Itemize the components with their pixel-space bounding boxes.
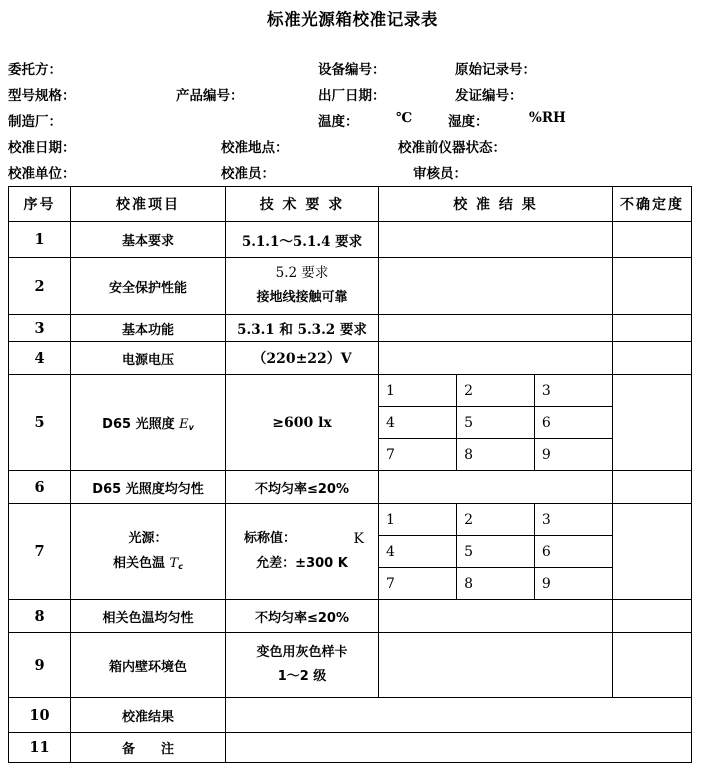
field-calibration-date-label: 校准日期： <box>8 140 76 156</box>
requirement-line-1: 5.2 要求 <box>275 265 329 282</box>
row-merged-empty[interactable] <box>226 698 692 733</box>
row-no: 6 <box>9 471 71 504</box>
result-cell[interactable]: 4 <box>379 536 457 568</box>
field-temperature-label: 温度： <box>318 114 359 130</box>
row-item <box>71 504 226 600</box>
result-grid-3x3 <box>379 504 612 599</box>
row-result-grid <box>379 375 613 471</box>
result-grid-row <box>379 375 612 407</box>
row-result-empty[interactable] <box>379 315 613 342</box>
result-grid-row <box>379 504 612 536</box>
result-cell[interactable]: 2 <box>457 375 535 407</box>
item-line-2 <box>71 552 225 576</box>
item-label-prefix: D65 光照度 <box>102 417 180 432</box>
row-uncertainty-empty[interactable] <box>613 342 692 375</box>
table-row <box>9 375 692 471</box>
page-title: 标准光源箱校准记录表 <box>267 10 438 29</box>
result-cell[interactable]: 1 <box>379 504 457 536</box>
field-equipment-no-label: 设备编号： <box>318 62 386 78</box>
result-cell[interactable]: 4 <box>379 407 457 439</box>
table-row <box>9 504 692 600</box>
row-no: 2 <box>9 258 71 315</box>
table-row <box>9 698 692 733</box>
result-cell[interactable]: 3 <box>534 375 612 407</box>
row-requirement: 不均匀率≤20% <box>226 600 379 633</box>
row-no: 8 <box>9 600 71 633</box>
row-requirement: （220±22）V <box>226 342 379 375</box>
requirement-line-2: 1～2 级 <box>277 669 327 684</box>
row-no: 11 <box>9 733 71 763</box>
requirement-line-1: 变色用灰色样卡 <box>256 644 348 660</box>
row-no: 10 <box>9 698 71 733</box>
unit-celsius: ℃ <box>396 110 413 126</box>
row-no: 9 <box>9 633 71 698</box>
field-calibrator-label: 校准员： <box>221 166 275 182</box>
row-uncertainty-empty[interactable] <box>613 471 692 504</box>
row-result-empty[interactable] <box>379 222 613 258</box>
field-model-spec-label: 型号规格： <box>8 88 76 104</box>
row-result-empty[interactable] <box>379 342 613 375</box>
calibration-table <box>8 186 692 763</box>
result-cell[interactable]: 6 <box>534 407 612 439</box>
row-requirement <box>226 504 379 600</box>
field-product-no-label: 产品编号： <box>176 88 244 104</box>
nominal-unit: K <box>353 530 364 547</box>
field-certificate-no-label: 发证编号： <box>455 88 523 104</box>
nominal-label: 标称值： <box>244 530 297 546</box>
result-cell[interactable]: 3 <box>534 504 612 536</box>
row-no: 3 <box>9 315 71 342</box>
result-cell[interactable]: 5 <box>457 536 535 568</box>
table-row <box>9 600 692 633</box>
row-no: 4 <box>9 342 71 375</box>
result-cell[interactable]: 7 <box>379 568 457 600</box>
info-line-5 <box>8 162 698 188</box>
header-info-block <box>8 58 698 188</box>
table-row <box>9 222 692 258</box>
row-item: 相关色温均匀性 <box>71 600 226 633</box>
info-line-4 <box>8 136 698 162</box>
result-grid-row <box>379 439 612 471</box>
item-subscript: v <box>188 423 194 432</box>
row-result-empty[interactable] <box>379 600 613 633</box>
row-requirement <box>226 258 379 315</box>
result-cell[interactable]: 2 <box>457 504 535 536</box>
row-item: 箱内壁环境色 <box>71 633 226 698</box>
row-uncertainty-empty[interactable] <box>613 315 692 342</box>
field-manufacture-date-label: 出厂日期： <box>318 88 386 104</box>
field-original-record-no-label: 原始记录号： <box>455 62 536 78</box>
table-row <box>9 258 692 315</box>
row-result-empty[interactable] <box>379 471 613 504</box>
field-client-label: 委托方： <box>8 62 62 78</box>
col-header-uncertainty: 不确定度 <box>613 187 692 222</box>
field-calibration-place-label: 校准地点： <box>221 140 289 156</box>
result-cell[interactable]: 6 <box>534 536 612 568</box>
row-item <box>71 375 226 471</box>
row-uncertainty-empty[interactable] <box>613 222 692 258</box>
table-row <box>9 471 692 504</box>
row-no: 7 <box>9 504 71 600</box>
col-header-no: 序号 <box>9 187 71 222</box>
requirement-line-2: 接地线接触可靠 <box>256 290 348 306</box>
table-row <box>9 633 692 698</box>
result-cell[interactable]: 5 <box>457 407 535 439</box>
row-requirement: 不均匀率≤20% <box>226 471 379 504</box>
row-no: 5 <box>9 375 71 471</box>
col-header-requirement: 技 术 要 求 <box>226 187 379 222</box>
row-uncertainty-empty[interactable] <box>613 504 692 600</box>
table-header-row <box>9 187 692 222</box>
row-uncertainty-empty[interactable] <box>613 633 692 698</box>
row-requirement: 5.1.1～5.1.4 要求 <box>226 222 379 258</box>
row-requirement: 5.3.1 和 5.3.2 要求 <box>226 315 379 342</box>
requirement-nominal-line <box>226 527 378 553</box>
row-item: 电源电压 <box>71 342 226 375</box>
row-merged-empty[interactable] <box>226 733 692 763</box>
table-row <box>9 733 692 763</box>
row-uncertainty-empty[interactable] <box>613 375 692 471</box>
col-header-result: 校 准 结 果 <box>379 187 613 222</box>
field-humidity-label: 湿度： <box>448 114 489 130</box>
row-no: 1 <box>9 222 71 258</box>
row-requirement: ≥600 lx <box>226 375 379 471</box>
result-grid-row <box>379 407 612 439</box>
row-item: 基本功能 <box>71 315 226 342</box>
result-cell[interactable]: 8 <box>457 439 535 471</box>
table-row <box>9 342 692 375</box>
row-item: 备 注 <box>71 733 226 763</box>
result-grid-3x3 <box>379 375 612 470</box>
info-line-1 <box>8 58 698 84</box>
field-calibration-org-label: 校准单位： <box>8 166 76 182</box>
row-item: 基本要求 <box>71 222 226 258</box>
result-grid-row <box>379 536 612 568</box>
row-item: 安全保护性能 <box>71 258 226 315</box>
row-requirement <box>226 633 379 698</box>
requirement-tolerance-line: 允差：±300 K <box>256 556 348 572</box>
row-result-empty[interactable] <box>379 633 613 698</box>
row-item: 校准结果 <box>71 698 226 733</box>
col-header-item: 校准项目 <box>71 187 226 222</box>
result-cell[interactable]: 7 <box>379 439 457 471</box>
row-uncertainty-empty[interactable] <box>613 600 692 633</box>
table-row <box>9 315 692 342</box>
field-reviewer-label: 审核员： <box>413 166 467 182</box>
item-label-prefix: 相关色温 <box>113 555 170 571</box>
info-line-2 <box>8 84 698 110</box>
item-symbol: T <box>169 555 179 571</box>
result-cell[interactable]: 1 <box>379 375 457 407</box>
result-cell[interactable]: 9 <box>541 446 551 463</box>
field-manufacturer-label: 制造厂： <box>8 114 62 130</box>
unit-percent-rh: %RH <box>529 110 566 126</box>
result-cell[interactable]: 8 <box>457 568 535 600</box>
row-result-empty[interactable] <box>379 258 613 315</box>
result-cell[interactable]: 9 <box>541 575 551 592</box>
result-grid-row <box>379 568 612 600</box>
item-symbol: E <box>179 417 189 432</box>
info-line-3 <box>8 110 698 136</box>
field-instrument-status-label: 校准前仪器状态： <box>398 140 506 156</box>
row-result-grid <box>379 504 613 600</box>
row-uncertainty-empty[interactable] <box>613 258 692 315</box>
row-item: D65 光照度均匀性 <box>71 471 226 504</box>
item-line-1: 光源： <box>128 531 168 547</box>
item-subscript: c <box>178 561 183 571</box>
